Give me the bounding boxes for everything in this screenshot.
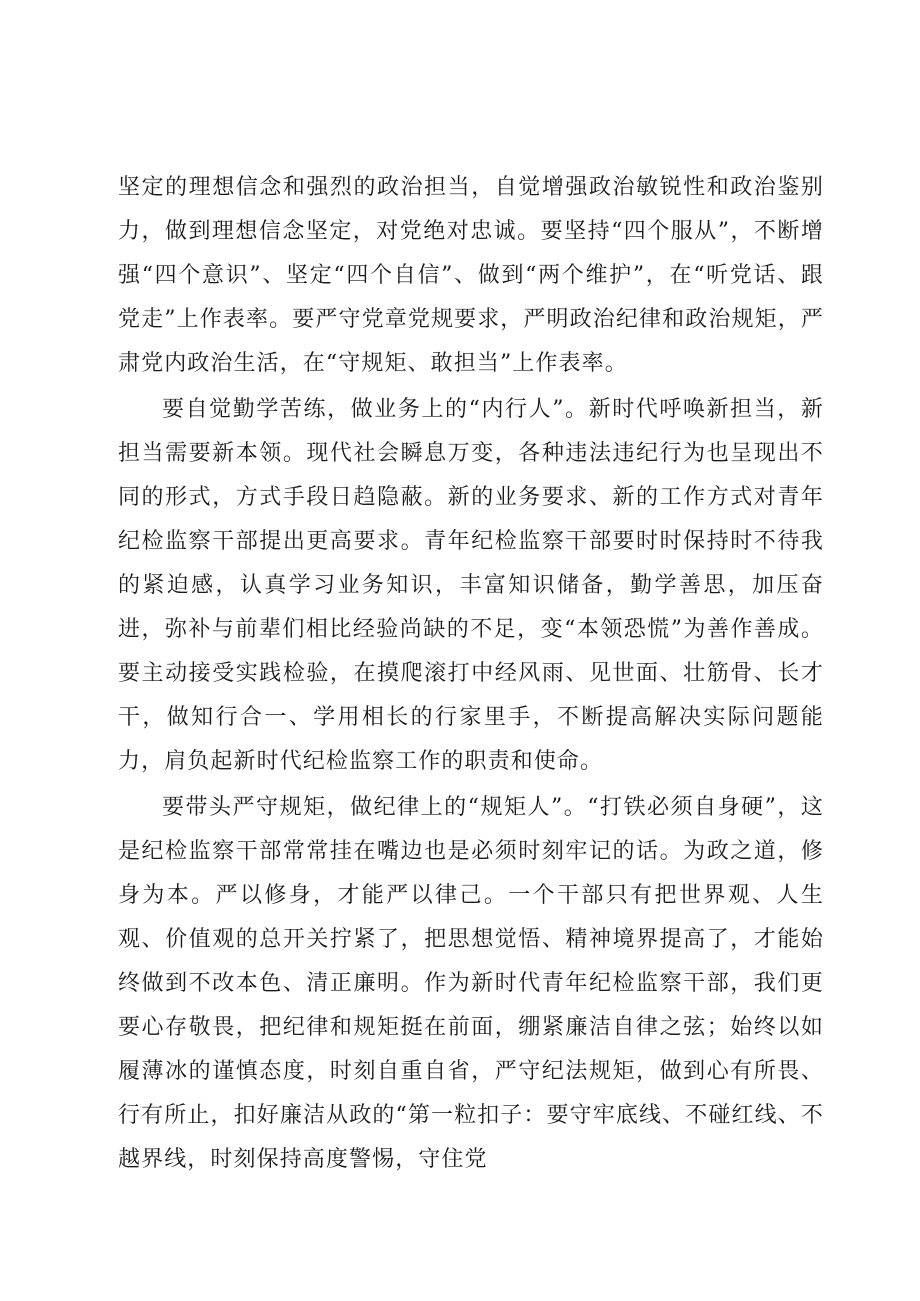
paragraph-continued: 坚定的理想信念和强烈的政治担当，自觉增强政治敏锐性和政治鉴别力，做到理想信念坚定，对党绝对忠诚。要坚持“四个服从”，不断增强“四个意识”、坚定“四个自信”、做到“两个维护”，在“听党话、跟党走”上作表率。要严守党章党规要求，严明政治纪律和政治规矩，严肃党内政治生活，在“守规矩、敢担当”上作表率。 xyxy=(118,175,824,376)
paragraph-study-diligently: 要自觉勤学苦练，做业务上的“内行人”。新时代呼唤新担当，新担当需要新本领。现代社会瞬息万变，各种违法违纪行为也呈现出不同的形式，方式手段日趋隐蔽。新的业务要求、新的工作方式对青年纪检监察干部提出更高要求。青年纪检监察干部要时时保持时不待我的紧迫感，认真学习业务知识，丰富知识储备，勤学善思，加压奋进，弥补与前辈们相比经验尚缺的不足，变“本领恐慌”为善作善成。要主动接受实践检验，在摸爬滚打中经风雨、见世面、壮筋骨、长才干，做知行合一、学用相长的行家里手，不断提高解决实际问题能力，肩负起新时代纪检监察工作的职责和使命。 xyxy=(118,397,824,774)
paragraph-observe-rules: 要带头严守规矩，做纪律上的“规矩人”。“打铁必须自身硬”，这是纪检监察干部常常挂在嘴边也是必须时刻牢记的话。为政之道，修身为本。严以修身，才能严以律己。一个干部只有把世界观、人生观、价值观的总开关拧紧了，把思想觉悟、精神境界提高了，才能始终做到不改本色、清正廉明。作为新时代青年纪检监察干部，我们更要心存敬畏，把纪律和规矩挺在前面，绷紧廉洁自律之弦；始终以如履薄冰的谨慎态度，时刻自重自省，严守纪法规矩，做到心有所畏、行有所止，扣好廉洁从政的“第一粒扣子：要守牢底线、不碰红线、不越界线，时刻保持高度警惕，守住党 xyxy=(118,795,824,1172)
document-body xyxy=(118,166,824,1182)
